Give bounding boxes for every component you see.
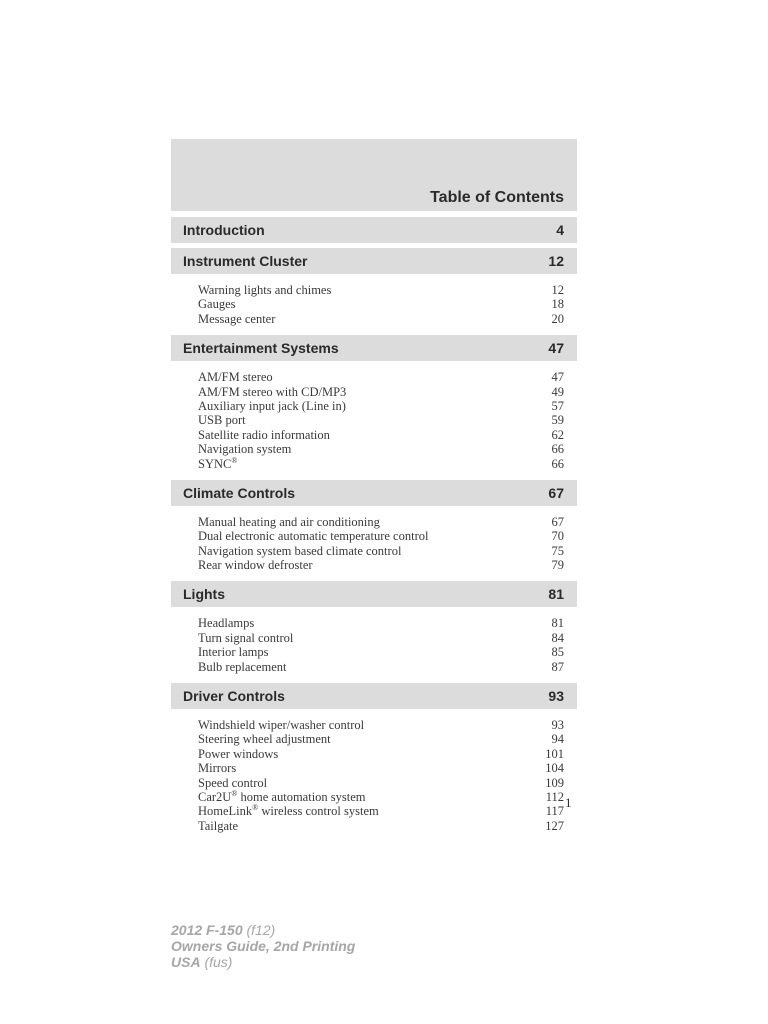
toc-entry[interactable] [198,385,564,399]
toc-page [171,139,577,842]
toc-section [171,335,577,475]
section-title: Climate Controls [183,484,296,501]
entry-page: 117 [545,804,564,819]
section-heading[interactable] [171,581,577,607]
entry-label-text: Navigation system based climate control [198,543,402,558]
entry-label [198,413,246,427]
entry-label [198,804,379,818]
entry-page: 75 [551,543,564,558]
entry-label [198,283,331,297]
entry-label-text: Power windows [198,746,279,761]
toc-entry[interactable] [198,529,564,543]
entry-page: 127 [545,818,564,833]
entry-label-text: Warning lights and chimes [198,283,332,297]
entry-label [198,515,380,529]
entry-label [198,761,236,775]
toc-entry[interactable] [198,312,564,326]
entry-label [198,297,236,311]
entry-label [198,370,273,384]
entry-page: 85 [551,645,564,660]
toc-entry[interactable] [198,515,564,529]
entry-label-text: HomeLink [198,804,253,819]
entry-page: 70 [551,529,564,544]
entry-label [198,747,278,761]
entry-page: 66 [551,442,564,457]
entry-page: 67 [551,514,564,529]
entry-label-text: Dual electronic automatic temperature control [198,529,429,544]
toc-entry[interactable] [198,370,564,384]
entry-label [198,790,366,804]
section-heading[interactable] [171,217,577,243]
entry-label-text: Speed control [198,775,268,790]
section-page: 4 [556,222,564,238]
entry-label-text: AM/FM stereo [198,370,273,385]
section-title: Driver Controls [183,688,285,705]
entry-label-suffix: wireless control system [258,804,379,819]
entry-label-text: Interior lamps [198,645,269,660]
entry-label [198,660,287,674]
entry-label [198,776,267,790]
registered-mark: ® [252,803,259,813]
entry-label [198,718,364,732]
entry-label-text: Windshield wiper/washer control [198,718,365,733]
toc-entry[interactable] [198,428,564,442]
section-title: Entertainment Systems [183,340,339,357]
entry-page: 18 [551,297,564,312]
toc-entry[interactable] [198,297,564,311]
entry-page: 79 [551,558,564,573]
section-title: Instrument Cluster [183,253,308,269]
toc-entry[interactable] [198,660,564,674]
registered-mark: ® [231,455,238,465]
toc-entry[interactable] [198,616,564,630]
toc-section [171,248,577,330]
entry-page: 84 [551,630,564,645]
toc-entry[interactable] [198,790,564,804]
toc-entry[interactable] [198,457,564,471]
toc-entry[interactable] [198,718,564,732]
toc-entry[interactable] [198,442,564,456]
entry-label [198,399,346,413]
section-page: 47 [548,340,564,357]
toc-entry[interactable] [198,283,564,297]
section-heading[interactable] [171,683,577,709]
section-page: 93 [548,688,564,705]
entry-page: 94 [551,732,564,747]
entry-page: 109 [545,775,564,790]
entry-page: 93 [551,718,564,733]
toc-entry[interactable] [198,413,564,427]
entry-page: 104 [545,761,564,776]
toc-entry[interactable] [198,776,564,790]
toc-section [171,581,577,678]
entry-page: 20 [551,311,564,326]
footer-model: 2012 F-150 [171,922,243,938]
entry-label-text: AM/FM stereo with CD/MP3 [198,384,347,399]
section-heading[interactable] [171,248,577,274]
footer-market: USA [171,954,201,970]
toc-section [171,683,577,837]
entry-label [198,442,291,456]
entry-label [198,616,254,630]
entry-label-text: Message center [198,311,276,326]
document-footer [171,922,355,970]
toc-entry[interactable] [198,558,564,572]
entry-label-text: Headlamps [198,616,255,631]
entry-label [198,428,330,442]
entry-label-text: Manual heating and air conditioning [198,514,380,529]
entry-label-text: Gauges [198,297,236,312]
footer-model-code: (f12) [242,922,276,938]
section-heading[interactable] [171,480,577,506]
entry-page: 101 [545,746,564,761]
toc-section [171,217,577,243]
footer-line-3 [171,954,355,970]
page-title: Table of Contents [430,189,564,206]
entry-page: 12 [551,283,564,297]
toc-entry[interactable] [198,732,564,746]
footer-line-1 [171,922,355,938]
entry-page: 87 [551,659,564,674]
entry-page: 57 [551,398,564,413]
entry-label-text: USB port [198,413,246,428]
toc-entry[interactable] [198,544,564,558]
toc-entry[interactable] [198,645,564,659]
toc-entry[interactable] [198,819,564,833]
entry-page: 47 [551,370,564,385]
entry-label [198,544,401,558]
footer-line-2: Owners Guide, 2nd Printing [171,938,356,954]
toc-entry[interactable] [198,761,564,775]
entry-label [198,732,331,746]
entry-label-text: Bulb replacement [198,659,287,674]
section-title: Introduction [183,222,265,238]
entry-label-text: Turn signal control [198,630,294,645]
section-items [171,709,577,837]
entry-label [198,385,346,399]
section-items [171,274,577,330]
section-items [171,506,577,577]
toc-entry[interactable] [198,804,564,818]
entry-page: 66 [551,456,564,471]
entry-label [198,631,293,645]
entry-label-text: Mirrors [198,761,237,776]
section-title: Lights [183,586,225,603]
section-page: 81 [548,586,564,603]
entry-label-text: Steering wheel adjustment [198,732,331,747]
toc-entry[interactable] [198,631,564,645]
entry-page: 49 [551,384,564,399]
footer-market-code: (fus) [200,954,233,970]
entry-label-text: Rear window defroster [198,558,313,573]
entry-label [198,529,428,543]
entry-label [198,558,313,572]
entry-page: 62 [551,427,564,442]
page-number: 1 [565,795,572,810]
registered-mark: ® [231,788,238,798]
entry-label [198,819,238,833]
entry-label-text: Auxiliary input jack (Line in) [198,398,346,413]
entry-label-text: Satellite radio information [198,427,330,442]
toc-header [171,139,577,211]
entry-label [198,312,275,326]
entry-label-suffix: home automation system [237,789,366,804]
section-heading[interactable] [171,335,577,361]
entry-label-text: Navigation system [198,442,292,457]
toc-entry[interactable] [198,747,564,761]
toc-entry[interactable] [198,399,564,413]
section-items [171,361,577,475]
toc-section [171,480,577,577]
entry-page: 81 [551,616,564,631]
entry-label [198,645,268,659]
entry-label-text: Tailgate [198,818,239,833]
section-page: 12 [548,253,564,269]
entry-page: 59 [551,413,564,428]
entry-label-text: Car2U [198,789,232,804]
section-items [171,607,577,678]
entry-label [198,457,237,471]
entry-page: 112 [545,789,564,804]
entry-label-text: SYNC [198,456,232,471]
toc-sections [171,217,577,837]
section-page: 67 [548,484,564,501]
